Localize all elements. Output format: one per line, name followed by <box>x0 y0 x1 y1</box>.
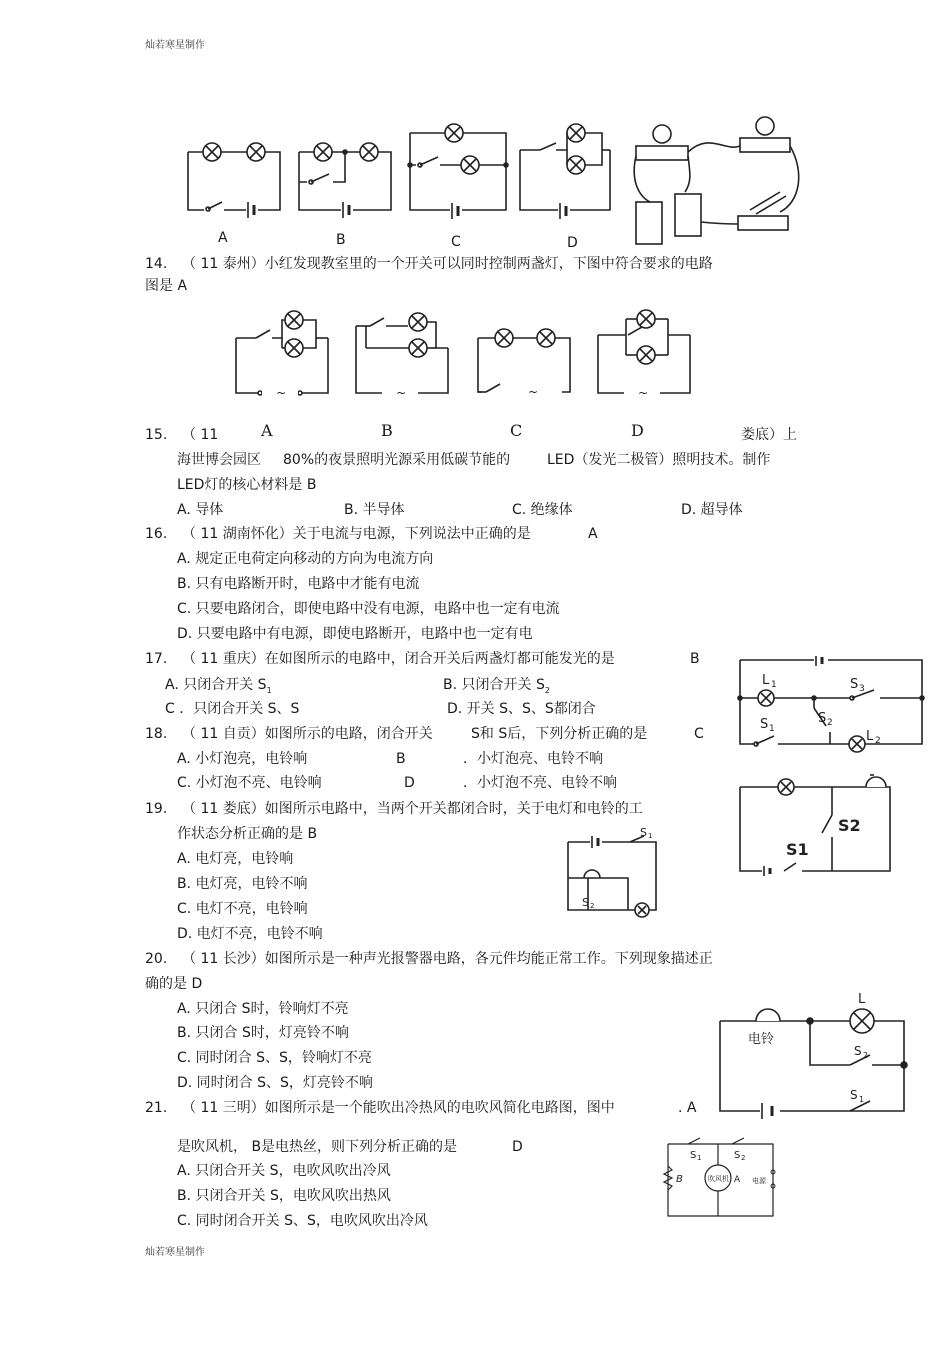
svg-text:S: S <box>734 1150 741 1161</box>
svg-text:~: ~ <box>638 386 649 400</box>
physical-circuit-drawing <box>630 112 800 252</box>
q21-answer: D <box>512 1139 523 1155</box>
q16-option-c: C. 只要电路闭合，即使电路中没有电源，电路中也一定有电流 <box>177 601 560 617</box>
svg-text:1: 1 <box>648 832 653 840</box>
q15-option-a: A. 导体 <box>177 502 224 518</box>
svg-text:~: ~ <box>528 385 539 399</box>
fig-top-label-a: A <box>218 230 228 246</box>
circuit-c-top <box>410 125 510 215</box>
q21-stem-line2: 是吹风机， B是电热丝，则下列分析正确的是 <box>177 1139 458 1155</box>
fig14-label-d: D <box>631 421 644 440</box>
svg-text:S1: S1 <box>786 840 809 859</box>
circuit-d-top <box>520 125 615 215</box>
svg-text:S: S <box>850 1088 858 1102</box>
q21-number: 21. <box>145 1100 168 1116</box>
q20-option-d: D. 同时闭合 S、S，灯亮铃不响 <box>177 1075 373 1091</box>
q19-number: 19. <box>145 801 168 817</box>
q19-option-d: D. 电灯不亮，电铃不响 <box>177 926 323 942</box>
q18-answer: C <box>694 726 704 742</box>
q20-option-c: C. 同时闭合 S、S，铃响灯不亮 <box>177 1050 372 1066</box>
q17-answer: B <box>690 651 700 667</box>
svg-text:2: 2 <box>863 1051 869 1060</box>
svg-text:S: S <box>760 717 769 732</box>
svg-text:S: S <box>850 677 859 692</box>
svg-text:S: S <box>640 826 647 839</box>
q21-option-a: A. 只闭合开关 S，电吹风吹出冷风 <box>177 1163 391 1179</box>
q17-stem: （ 11 重庆）在如图所示的电路中，闭合开关后两盏灯都可能发光的是 <box>182 651 615 667</box>
q16-answer: A <box>588 526 598 542</box>
svg-text:B: B <box>676 1174 683 1185</box>
header-producer: 灿若寒星制作 <box>145 40 205 51</box>
svg-text:~: ~ <box>276 386 287 400</box>
svg-text:S: S <box>582 896 589 909</box>
q20-option-b: B. 只闭合 S时，灯亮铃不响 <box>177 1025 349 1041</box>
fig14-label-b: B <box>381 421 393 440</box>
svg-text:吹风机: 吹风机 <box>708 1175 729 1183</box>
fig-top-label-b: B <box>336 232 346 248</box>
q19-option-b: B. 电灯亮，电铃不响 <box>177 876 308 892</box>
q21-stem: （ 11 三明）如图所示是一个能吹出冷热风的电吹风简化电路图，图中 <box>182 1100 615 1116</box>
svg-text:S2: S2 <box>838 816 861 835</box>
q16-option-a: A. 规定正电荷定向移动的方向为电流方向 <box>177 551 434 567</box>
q18-stem-2: S和 S后，下列分析正确的是 <box>471 726 648 742</box>
q14-circuit-d <box>598 305 698 400</box>
svg-text:2: 2 <box>741 1154 746 1162</box>
q21-option-b: B. 只闭合开关 S，电吹风吹出热风 <box>177 1188 391 1204</box>
svg-text:S: S <box>690 1150 697 1161</box>
q14-stem-line2: 图是 A <box>145 278 188 294</box>
q14-circuit-b <box>356 308 456 398</box>
q18-option-d-letter: D <box>404 775 415 791</box>
q20-stem: （ 11 长沙）如图所示是一种声光报警器电路，各元件均能正常工作。下列现象描述正 <box>182 951 713 967</box>
svg-text:S: S <box>854 1044 862 1058</box>
q15-paren: （ 11 <box>182 427 219 443</box>
q18-option-b: ．小灯泡亮、电铃不响 <box>463 751 603 767</box>
q19-stem: （ 11 娄底）如图所示电路中，当两个开关都闭合时，关于电灯和电铃的工 <box>182 801 643 817</box>
q15-line2c: LED（发光二极管）照明技术。制作 <box>547 452 771 468</box>
q18-circuit <box>740 775 895 875</box>
q18-option-c: C. 小灯泡不亮、电铃响 <box>177 775 322 791</box>
q15-option-b: B. 半导体 <box>344 502 405 518</box>
circuit-a-top <box>188 138 283 213</box>
svg-text:1: 1 <box>771 680 777 690</box>
q21-option-c: C. 同时闭合开关 S、S，电吹风吹出冷风 <box>177 1213 428 1229</box>
svg-text:A: A <box>734 1175 741 1185</box>
q21-stem-a: . A <box>678 1100 697 1116</box>
svg-text:S: S <box>818 711 827 726</box>
svg-text:电铃: 电铃 <box>748 1032 775 1047</box>
q21-circuit <box>668 1138 778 1220</box>
svg-text:~: ~ <box>396 386 407 400</box>
q15-number: 15. <box>145 427 168 443</box>
svg-text:电源: 电源 <box>752 1177 766 1185</box>
svg-text:L: L <box>858 992 866 1007</box>
q15-line3: LED灯的核心材料是 B <box>177 477 317 493</box>
q14-number: 14. <box>145 256 168 272</box>
svg-text:2: 2 <box>590 902 595 910</box>
q15-option-c: C. 绝缘体 <box>512 502 573 518</box>
q17-option-c: C ．只闭合开关 S、S <box>165 701 300 717</box>
q20-option-a: A. 只闭合 S时，铃响灯不亮 <box>177 1001 349 1017</box>
q20-number: 20. <box>145 951 168 967</box>
q19-option-c: C. 电灯不亮，电铃响 <box>177 901 308 917</box>
q18-stem: （ 11 自贡）如图所示的电路，闭合开关 <box>182 726 433 742</box>
fig14-label-c: C <box>510 421 523 440</box>
q17-option-b: B. 只闭合开关 $S_2$ <box>443 677 550 695</box>
q18-number: 18. <box>145 726 168 742</box>
svg-text:L: L <box>762 673 770 688</box>
q18-option-b-letter: B <box>396 751 406 767</box>
q15-source: 娄底）上 <box>741 427 797 443</box>
q20-stem-line2: 确的是 D <box>145 976 203 992</box>
q19-circuit <box>568 828 660 918</box>
q17-option-d: D. 开关 S、S、S都闭合 <box>447 701 596 717</box>
svg-text:2: 2 <box>827 718 833 728</box>
circuit-b-top <box>299 138 394 213</box>
q17-option-a: A. 只闭合开关 $S_1$ <box>165 677 272 695</box>
q15-option-d: D. 超导体 <box>681 502 743 518</box>
q14-circuit-c <box>478 320 578 400</box>
q19-stem-line2: 作状态分析正确的是 B <box>177 826 318 842</box>
svg-text:L: L <box>866 729 874 744</box>
q20-circuit <box>720 992 908 1115</box>
q17-number: 17. <box>145 651 168 667</box>
q16-option-b: B. 只有电路断开时，电路中才能有电流 <box>177 576 420 592</box>
q16-option-d: D. 只要电路中有电源，即使电路断开，电路中也一定有电 <box>177 626 533 642</box>
fig14-label-a: A <box>261 421 273 440</box>
q15-line2a: 海世博会园区 <box>177 452 261 468</box>
q16-number: 16. <box>145 526 168 542</box>
svg-text:1: 1 <box>859 1095 865 1104</box>
footer-producer: 灿若寒星制作 <box>145 1247 205 1258</box>
svg-text:1: 1 <box>769 724 775 734</box>
q14-stem: （ 11 泰州）小红发现教室里的一个开关可以同时控制两盏灯，下图中符合要求的电路 <box>182 256 713 272</box>
svg-text:3: 3 <box>859 684 865 694</box>
q15-line2b: 80%的夜景照明光源采用低碳节能的 <box>283 452 511 468</box>
q17-circuit <box>740 656 925 751</box>
q14-circuit-a <box>236 308 336 398</box>
fig-top-label-d: D <box>567 235 578 251</box>
q18-option-d: ．小灯泡不亮、电铃不响 <box>463 775 617 791</box>
q18-option-a: A. 小灯泡亮，电铃响 <box>177 751 308 767</box>
fig-top-label-c: C <box>451 234 461 250</box>
svg-text:2: 2 <box>875 736 881 746</box>
svg-text:1: 1 <box>697 1154 702 1162</box>
q16-stem: （ 11 湖南怀化）关于电流与电源，下列说法中正确的是 <box>182 526 531 542</box>
q19-option-a: A. 电灯亮，电铃响 <box>177 851 294 867</box>
